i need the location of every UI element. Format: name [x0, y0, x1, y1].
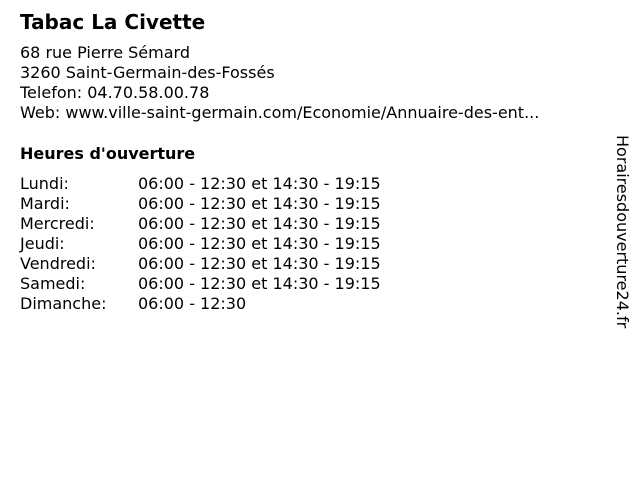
phone-number: Telefon: 04.70.58.00.78	[20, 83, 210, 102]
day-label: Samedi:	[20, 274, 86, 293]
site-watermark: Horairesdouverture24.fr	[613, 135, 632, 329]
business-contact-block	[20, 43, 539, 123]
day-label: Mardi:	[20, 194, 70, 213]
opening-hours-table	[20, 174, 381, 314]
time-range: 06:00 - 12:30 et 14:30 - 19:15	[138, 214, 381, 233]
time-range: 06:00 - 12:30 et 14:30 - 19:15	[138, 254, 381, 273]
time-range: 06:00 - 12:30 et 14:30 - 19:15	[138, 194, 381, 213]
hours-row-mercredi	[20, 214, 381, 234]
time-range: 06:00 - 12:30 et 14:30 - 19:15	[138, 274, 381, 293]
city-address: 3260 Saint-Germain-des-Fossés	[20, 63, 275, 82]
day-label: Vendredi:	[20, 254, 96, 273]
hours-row-mardi	[20, 194, 381, 214]
day-label: Jeudi:	[20, 234, 65, 253]
day-label: Lundi:	[20, 174, 69, 193]
opening-hours-heading: Heures d'ouverture	[20, 144, 196, 163]
street-address: 68 rue Pierre Sémard	[20, 43, 190, 62]
website-link[interactable]: Web: www.ville-saint-germain.com/Economie/Annuaire-des-ent...	[20, 103, 540, 122]
day-label: Dimanche:	[20, 294, 107, 313]
hours-row-jeudi	[20, 234, 381, 254]
business-name: Tabac La Civette	[20, 10, 206, 34]
hours-row-dimanche	[20, 294, 381, 314]
hours-row-lundi	[20, 174, 381, 194]
hours-row-vendredi	[20, 254, 381, 274]
hours-row-samedi	[20, 274, 381, 294]
time-range: 06:00 - 12:30 et 14:30 - 19:15	[138, 174, 381, 193]
time-range: 06:00 - 12:30	[138, 294, 247, 313]
day-label: Mercredi:	[20, 214, 95, 233]
time-range: 06:00 - 12:30 et 14:30 - 19:15	[138, 234, 381, 253]
